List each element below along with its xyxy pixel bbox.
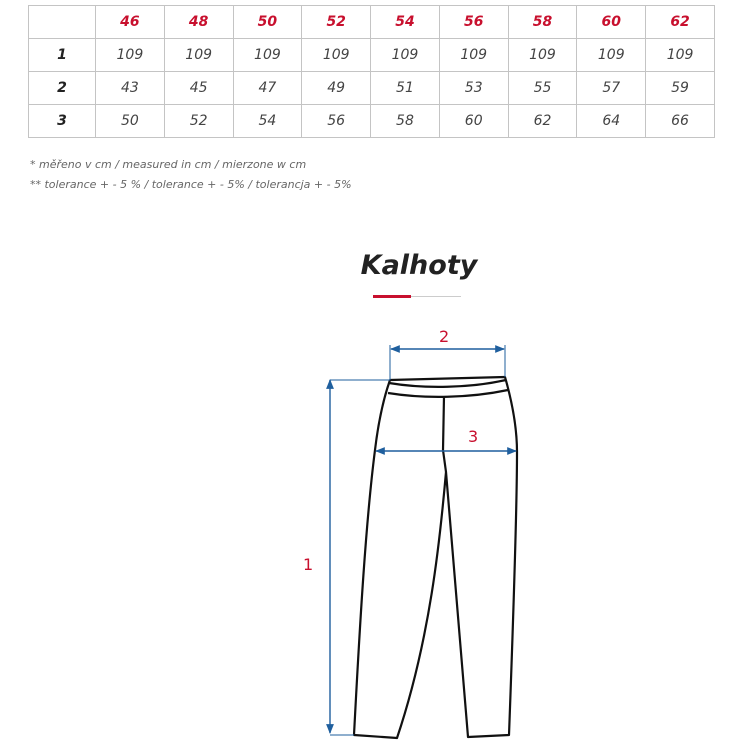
table-cell: 53 [439, 72, 508, 105]
tolerance-note: ** tolerance + - 5 % / tolerance + - 5% / tolerancja + - 5% [30, 178, 352, 191]
hip-label: 3 [468, 427, 479, 446]
product-title: Kalhoty [360, 250, 478, 281]
table-cell: 45 [164, 72, 233, 105]
table-cell: 54 [233, 105, 302, 138]
table-cell: 59 [646, 72, 715, 105]
size-header: 62 [646, 6, 715, 39]
row-label: 1 [29, 39, 96, 72]
table-cell: 64 [577, 105, 646, 138]
size-header: 50 [233, 6, 302, 39]
table-cell: 109 [508, 39, 577, 72]
row-label: 3 [29, 105, 96, 138]
pants-outline [354, 377, 517, 738]
size-header: 60 [577, 6, 646, 39]
length-label: 1 [303, 555, 314, 574]
size-header: 56 [439, 6, 508, 39]
table-cell: 43 [96, 72, 165, 105]
table-cell: 109 [646, 39, 715, 72]
row-label: 2 [29, 72, 96, 105]
table-cell: 109 [164, 39, 233, 72]
table-cell: 58 [371, 105, 440, 138]
size-header: 58 [508, 6, 577, 39]
table-cell: 52 [164, 105, 233, 138]
table-cell: 56 [302, 105, 371, 138]
table-cell: 109 [302, 39, 371, 72]
table-cell: 109 [371, 39, 440, 72]
waist-label: 2 [439, 327, 450, 346]
table-cell: 109 [577, 39, 646, 72]
table-cell: 51 [371, 72, 440, 105]
table-cell: 55 [508, 72, 577, 105]
measurement-note: * měřeno v cm / measured in cm / mierzone w cm [30, 158, 307, 171]
table-cell: 109 [439, 39, 508, 72]
table-cell: 60 [439, 105, 508, 138]
table-cell: 47 [233, 72, 302, 105]
table-cell: 49 [302, 72, 371, 105]
table-cell: 109 [233, 39, 302, 72]
table-cell: 57 [577, 72, 646, 105]
table-cell: 66 [646, 105, 715, 138]
size-header: 52 [302, 6, 371, 39]
table-cell: 109 [96, 39, 165, 72]
size-header: 54 [371, 6, 440, 39]
table-cell: 50 [96, 105, 165, 138]
size-header: 48 [164, 6, 233, 39]
table-cell: 62 [508, 105, 577, 138]
size-header: 46 [96, 6, 165, 39]
